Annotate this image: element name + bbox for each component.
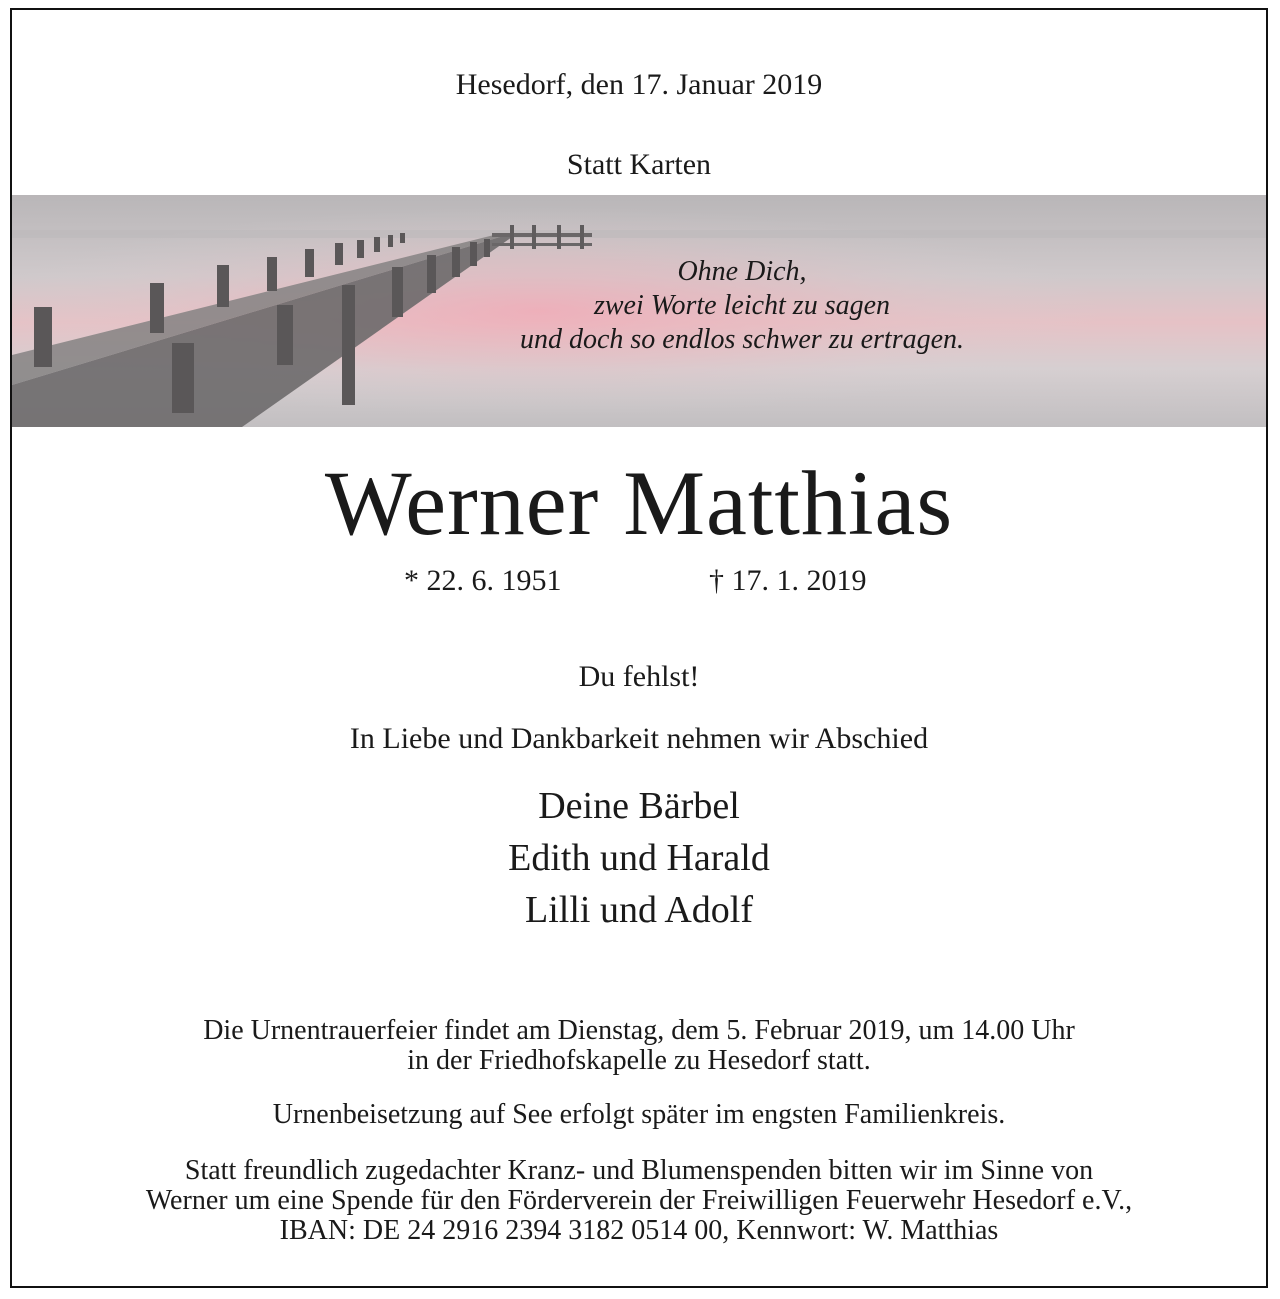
deceased-name: Werner Matthias <box>324 452 954 554</box>
poem-line: zwei Worte leicht zu sagen <box>593 290 891 321</box>
donation-line: Statt freundlich zugedachter Kranz- und Blumenspenden bitten wir im Sinne von <box>184 1155 1094 1186</box>
burial-info: Urnenbeisetzung auf See erfolgt später im engsten Familienkreis. <box>272 1099 1006 1130</box>
death-date: † 17. 1. 2019 <box>709 564 867 597</box>
donation-info <box>12 1156 1266 1246</box>
donation-line: IBAN: DE 24 2916 2394 3182 0514 00, Kennwort: W. Matthias <box>279 1215 999 1246</box>
poem-line: und doch so endlos schwer zu ertragen. <box>519 324 965 355</box>
mourner-name: Edith und Harald <box>508 837 770 879</box>
mourner-name: Lilli und Adolf <box>525 889 753 931</box>
lake-pier-sunset-image <box>12 195 1266 427</box>
birth-date: * 22. 6. 1951 <box>404 564 562 597</box>
place-date: Hesedorf, den 17. Januar 2019 <box>455 68 823 101</box>
obituary-notice <box>10 8 1268 1288</box>
ceremony-line: in der Friedhofskapelle zu Hesedorf statt. <box>407 1045 871 1076</box>
statt-karten-note: Statt Karten <box>566 148 712 181</box>
poem-line: Ohne Dich, <box>677 256 807 287</box>
ceremony-line: Die Urnentrauerfeier findet am Dienstag, dem 5. Februar 2019, um 14.00 Uhr <box>203 1015 1075 1046</box>
du-fehlst-line: Du fehlst! <box>578 660 700 693</box>
ceremony-info <box>12 1016 1266 1076</box>
mourners-list <box>12 780 1266 936</box>
donation-line: Werner um eine Spende für den Förderverein der Freiwilligen Feuerwehr Hesedorf e.V., <box>145 1185 1133 1216</box>
mourner-name: Deine Bärbel <box>538 785 740 827</box>
abschied-line: In Liebe und Dankbarkeit nehmen wir Abschied <box>349 722 929 755</box>
memorial-poem <box>432 255 1052 357</box>
